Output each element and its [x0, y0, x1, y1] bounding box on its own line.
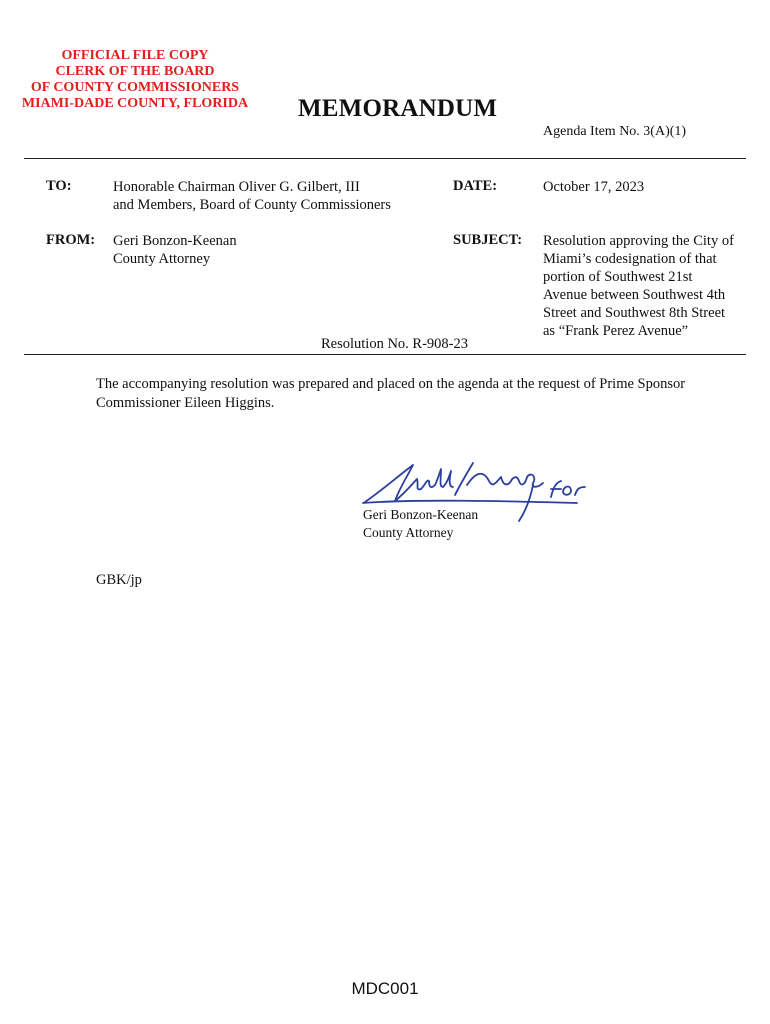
to-label: TO: [46, 178, 72, 194]
stamp-line: CLERK OF THE BOARD [55, 64, 215, 79]
signature-stroke [519, 485, 533, 521]
signature-stroke [467, 474, 543, 487]
official-file-copy-stamp [0, 48, 270, 112]
subject-line: Resolution approving the City of [543, 233, 734, 249]
from-line: Geri Bonzon-Keenan [113, 233, 237, 249]
signatory-title: County Attorney [363, 525, 454, 540]
signature-stroke [551, 481, 585, 497]
subject-line: Avenue between Southwest 4th [543, 287, 726, 303]
body-divider [24, 354, 746, 355]
subject-text [543, 232, 734, 340]
subject-line: Street and Southwest 8th Street [543, 305, 726, 321]
to-line: and Members, Board of County Commissioners [113, 197, 391, 213]
page-footer-code: MDC001 [351, 979, 419, 998]
from-label: FROM: [46, 232, 96, 248]
body-line: Commissioner Eileen Higgins. [96, 395, 275, 411]
subject-line: Miami’s codesignation of that [543, 251, 717, 267]
subject-line: as “Frank Perez Avenue” [543, 323, 689, 339]
to-line: Honorable Chairman Oliver G. Gilbert, III [113, 179, 360, 195]
date-label: DATE: [453, 178, 498, 194]
date-value: October 17, 2023 [543, 179, 645, 195]
agenda-item-number: Agenda Item No. 3(A)(1) [543, 124, 687, 139]
to-recipient [113, 178, 391, 214]
body-line: The accompanying resolution was prepared and placed on the agenda at the request of Prime Sponsor [96, 376, 686, 392]
memo-title: MEMORANDUM [298, 95, 498, 122]
signatory-name: Geri Bonzon-Keenan [363, 507, 479, 522]
signature-stroke [455, 463, 473, 495]
subject-line: portion of Southwest 21st [543, 269, 693, 285]
typist-initials: GBK/jp [96, 572, 142, 588]
stamp-line: MIAMI-DADE COUNTY, FLORIDA [21, 96, 249, 111]
header-divider [24, 158, 746, 159]
stamp-line: OF COUNTY COMMISSIONERS [30, 80, 240, 95]
stamp-line: OFFICIAL FILE COPY [61, 48, 209, 63]
resolution-number: Resolution No. R-908-23 [321, 336, 469, 352]
from-line: County Attorney [113, 251, 211, 267]
signature-stroke [365, 465, 453, 502]
subject-label: SUBJECT: [453, 232, 523, 248]
signature-block [363, 506, 478, 542]
from-sender [113, 232, 237, 268]
body-paragraph [96, 375, 736, 413]
